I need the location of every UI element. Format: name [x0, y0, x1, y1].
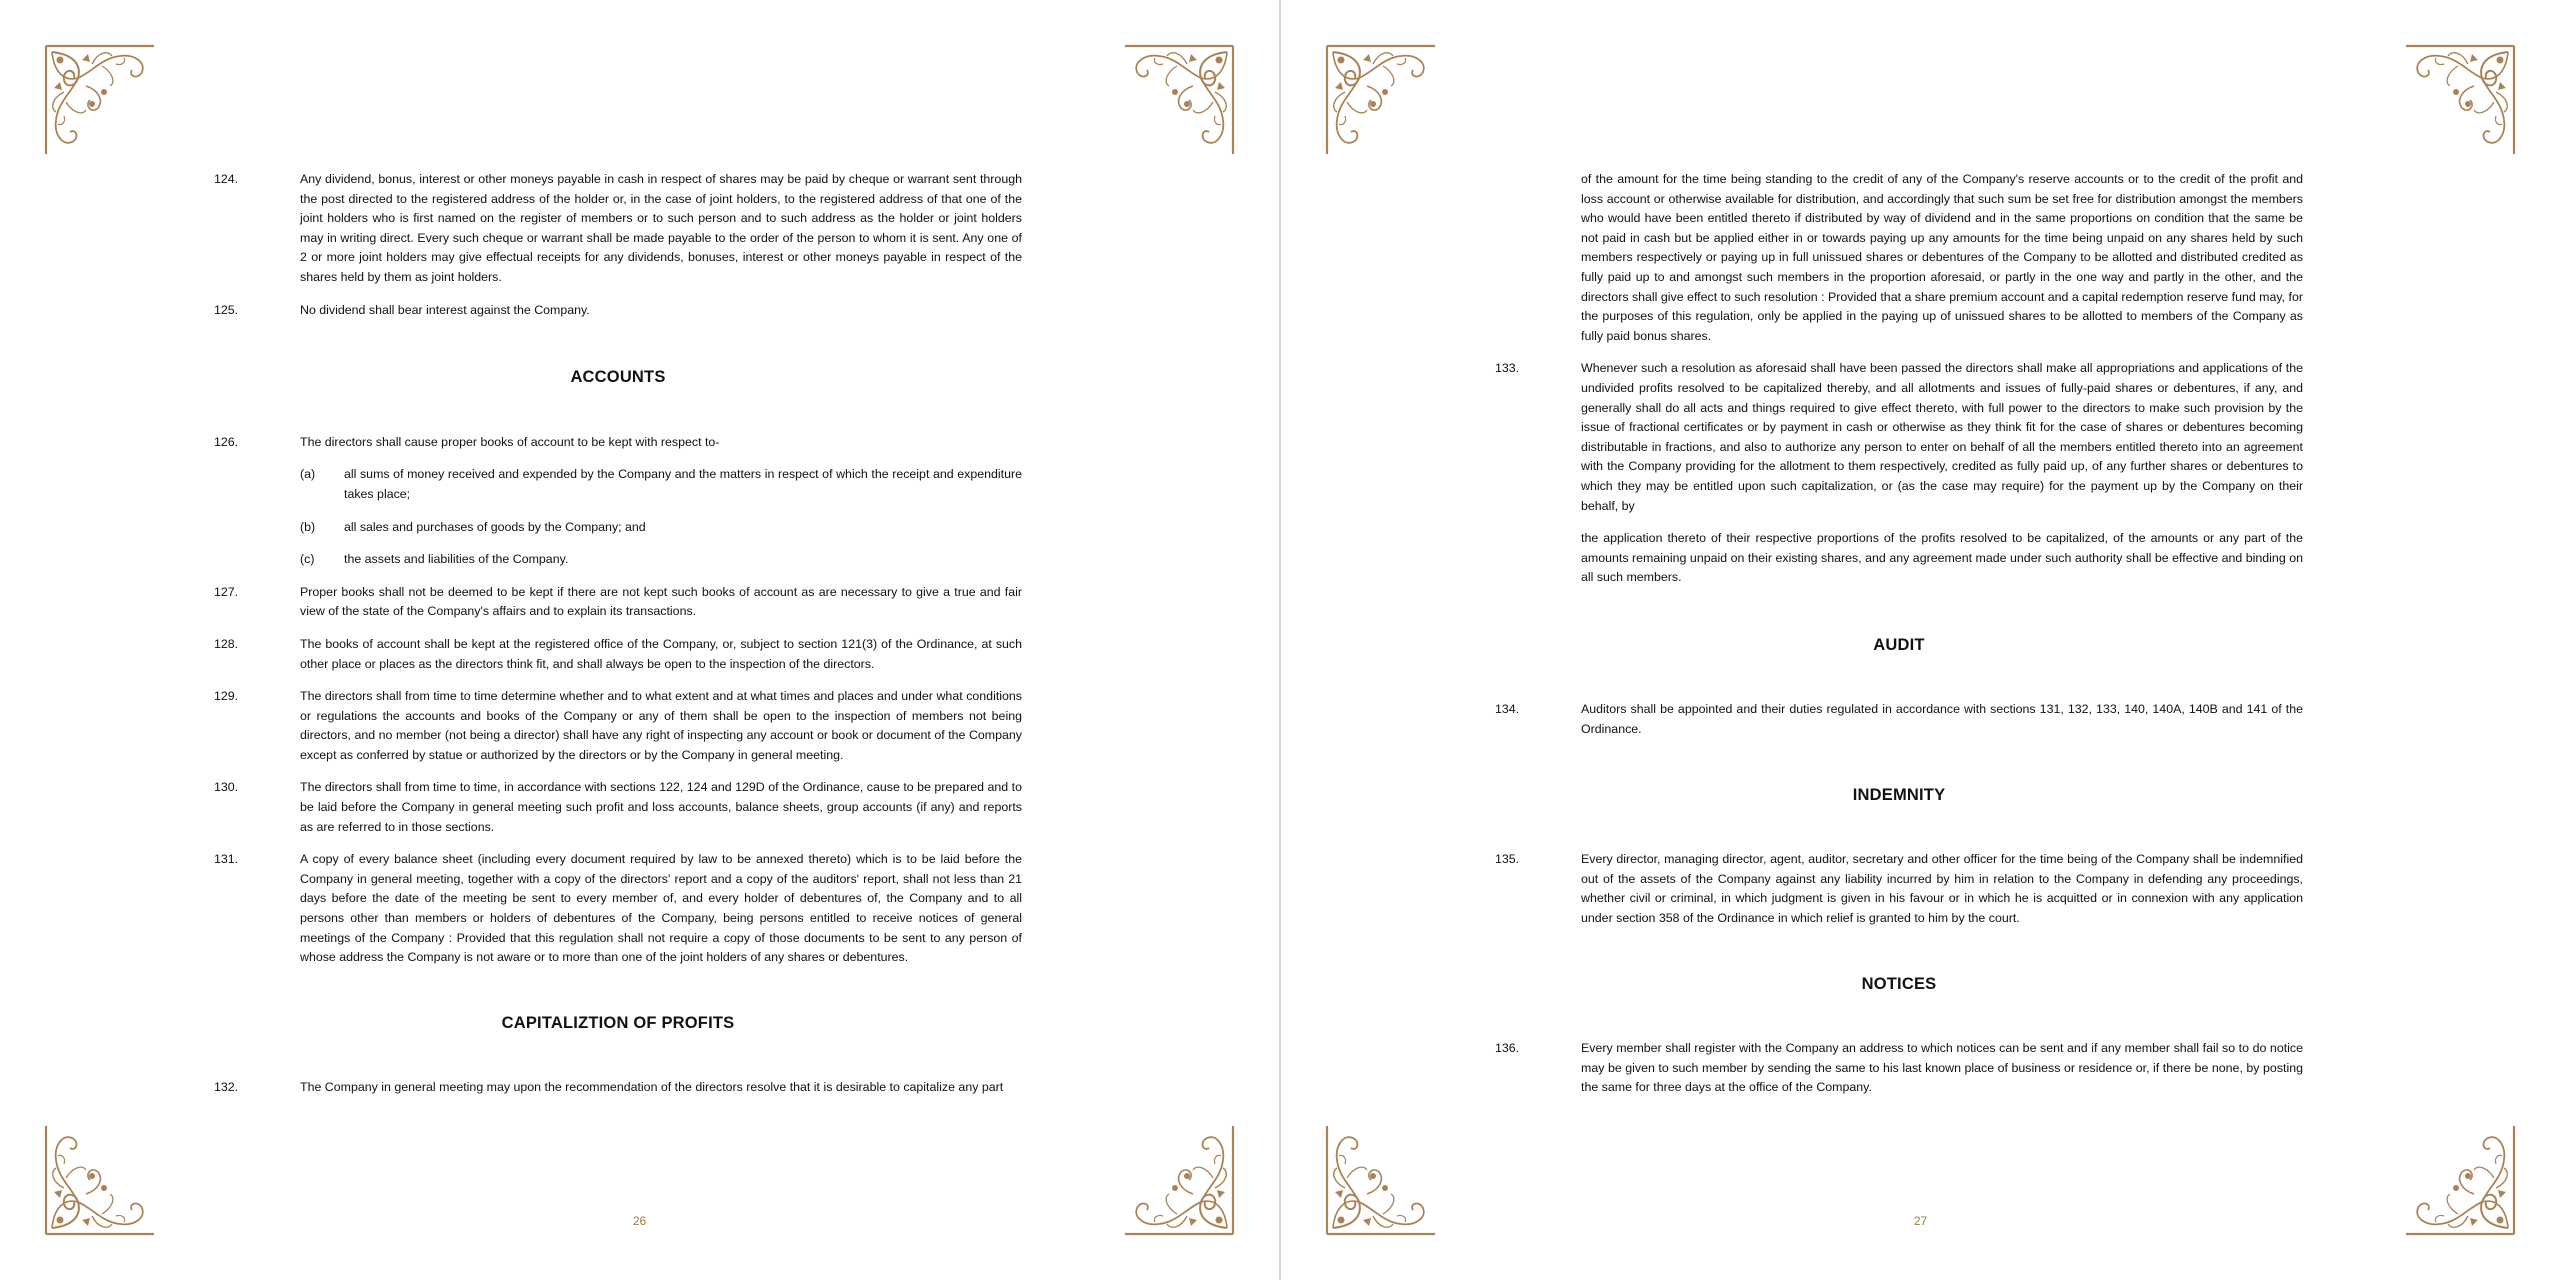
paragraph-number: 136. [1495, 1041, 1520, 1056]
sub-clause-text: all sums of money received and expended by the Company and the matters in respect of which the receipt and expenditure takes place; [344, 467, 1022, 501]
numbered-paragraph [214, 301, 1022, 321]
paragraph-text: Proper books shall not be deemed to be kept if there are not kept such books of account as are necessary to give a true and fair view of the state of the Company's affairs and to explain its transactions. [300, 584, 1022, 619]
paragraph-text: The directors shall from time to time determine whether and to what extent and at what times and places and under what conditions or regulations the accounts and books of the Company or any of them shall be open to the inspection of members not being directors, and no member (not being a director) shall have any right of inspecting any account or book or document of the Company except as conferred by statue or authorized by the directors or by the Company in general meeting. [300, 689, 1022, 762]
numbered-paragraph [214, 635, 1022, 674]
numbered-paragraph [1495, 359, 2303, 516]
page-number: 26 [632, 1214, 647, 1228]
sub-clause [214, 550, 1022, 570]
sub-clause-text: all sales and purchases of goods by the Company; and [344, 519, 646, 534]
numbered-paragraph [214, 778, 1022, 837]
paragraph-number: 124. [214, 172, 239, 186]
page-body [1495, 170, 2303, 1111]
paragraph-text: A copy of every balance sheet (including every document required by law to be annexed thereto) which is to be laid before the Company in general meeting, together with a copy of the directors' report and a copy of the auditors' report, shall not less than 21 days before the date of the meeting be sent to every member of, and every holder of debentures of, the Company and to all persons other than members or holders of debentures of the Company, being persons entitled to receive notices of general meetings of the Company : Provided that this regulation shall not require a copy of those documents to be sent to any person of whose address the Company is not aware or to more than one of the joint holders of any shares or debentures. [300, 852, 1022, 965]
numbered-paragraph [214, 687, 1022, 765]
paragraph-text: The directors shall from time to time, in accordance with sections 122, 124 and 129D of the Ordinance, cause to be prepared and to be laid before the Company in general meeting such profit and loss accounts, balance sheets, group accounts (if any) and reports as are referred to in those sections. [300, 780, 1022, 834]
numbered-paragraph [1495, 850, 2303, 928]
section-heading: CAPITALIZTION OF PROFITS [501, 1013, 735, 1032]
paragraph-text: Auditors shall be appointed and their duties regulated in accordance with sections 131, 132, 133, 140, 140A, 140B and 141 of the Ordinance. [1581, 702, 2303, 737]
document-page-right [1281, 0, 2560, 1280]
sub-clause [214, 465, 1022, 504]
section-heading: INDEMNITY [1852, 785, 1946, 804]
numbered-paragraph [214, 850, 1022, 968]
paragraph-text: Every member shall register with the Company an address to which notices can be sent and if any member shall fail so to do notice may be given to such member by sending the same to his last known place of business or residence or, if there be none, by posting the same for three days at the office of the Company. [1581, 1041, 2303, 1095]
sub-clause-label: (c) [300, 552, 315, 567]
numbered-paragraph [214, 1078, 1022, 1098]
paragraph-number: 135. [1495, 852, 1520, 867]
document-page-left [0, 0, 1279, 1280]
paragraph-number: 126. [214, 434, 239, 449]
paragraph-text: The directors shall cause proper books of account to be kept with respect to- [300, 434, 720, 449]
numbered-paragraph [214, 583, 1022, 622]
section-heading: AUDIT [1873, 635, 1925, 654]
flourish-corner-ornament-icon [2400, 42, 2518, 160]
sub-clause-text: the assets and liabilities of the Company. [344, 552, 569, 567]
paragraph-number: 132. [214, 1080, 239, 1095]
paragraph-number: 133. [1495, 361, 1520, 376]
paragraph-number: 131. [214, 852, 239, 867]
paragraph-text: The Company in general meeting may upon the recommendation of the directors resolve that it is desirable to capitalize any part [300, 1080, 1004, 1095]
paragraph-continuation [1495, 529, 2303, 588]
paragraph-number: 125. [214, 302, 239, 317]
paragraph-number: 129. [214, 689, 239, 704]
paragraph-number: 130. [214, 780, 239, 795]
paragraph-text: of the amount for the time being standing to the credit of any of the Company's reserve accounts or to the credit of the profit and loss account or otherwise available for distribution, and accordingly that such sum be set free for distribution amongst the members who would have been entitled thereto if distributed by way of dividend and in the same proportions on condition that the same be not paid in cash but be applied either in or towards paying up any amounts for the time being unpaid on any shares held by such members respectively or paying up in full unissued shares or debentures of the Company to be allotted and distributed credited as fully paid up to and amongst such members in the proportion aforesaid, or partly in the one way and partly in the other, and the directors shall give effect to such resolution : Provided that a share premium account and a capital redemption reserve fund may, for the purposes of this regulation, only be applied in the paying up of unissued shares to be allotted to members of the Company as fully paid bonus shares. [1581, 172, 2304, 343]
numbered-paragraph [1495, 700, 2303, 739]
numbered-paragraph [214, 433, 1022, 453]
numbered-paragraph [1495, 1039, 2303, 1098]
paragraph-text: the application thereto of their respective proportions of the profits resolved to be capitalized, of the amounts or any part of the amounts remaining unpaid on their existing shares, and any agreement made under such authority shall be effective and binding on all such members. [1581, 531, 2303, 585]
paragraph-continuation [1495, 170, 2303, 346]
flourish-corner-ornament-icon [42, 42, 160, 160]
paragraph-text: Any dividend, bonus, interest or other moneys payable in cash in respect of shares may be paid by cheque or warrant sent through the post directed to the registered address of the holder or, in the case of joint holders, to the registered address of that one of the joint holders who is first named on the register of members or to such person and to such address as the holder or joint holders may in writing direct. Every such cheque or warrant shall be made payable to the order of the person to whom it is sent. Any one of 2 or more joint holders may give effectual receipts for any dividends, bonuses, interest or other moneys payable in respect of the shares held by them as joint holders. [300, 172, 1022, 284]
numbered-paragraph [214, 170, 1022, 288]
sub-clause-label: (a) [300, 467, 316, 482]
flourish-corner-ornament-icon [1119, 42, 1237, 160]
paragraph-number: 134. [1495, 702, 1520, 717]
paragraph-text: No dividend shall bear interest against the Company. [300, 302, 590, 317]
page-body [214, 170, 1022, 1111]
paragraph-text: The books of account shall be kept at the registered office of the Company, or, subject to section 121(3) of the Ordinance, at such other place or places as the directors think fit, and shall always be open to the inspection of the directors. [300, 636, 1022, 671]
paragraph-text: Whenever such a resolution as aforesaid shall have been passed the directors shall make all appropriations and applications of the undivided profits resolved to be capitalized thereby, and all allotments and issues of fully-paid shares or debentures, if any, and generally shall do all acts and things required to give effect thereto, with full power to the directors to make such provision by the issue of fractional certificates or by payment in cash or otherwise as they think fit for the case of shares or debentures becoming distributable in fractions, and also to authorize any person to enter on behalf of all the members entitled thereto into an agreement with the Company providing for the allotment to them respectively, credited as fully paid up, of any further shares or debentures to which they may be entitled upon such capitalization, or (as the case may require) for the payment up by the Company on their behalf, by [1581, 361, 2303, 513]
section-heading: ACCOUNTS [570, 368, 666, 387]
paragraph-number: 127. [214, 584, 239, 599]
paragraph-number: 128. [214, 636, 239, 651]
flourish-corner-ornament-icon [1323, 42, 1441, 160]
page-number: 27 [1913, 1214, 1928, 1228]
sub-clause [214, 518, 1022, 538]
section-heading: NOTICES [1861, 974, 1937, 993]
paragraph-text: Every director, managing director, agent, auditor, secretary and other officer for the time being of the Company shall be indemnified out of the assets of the Company against any liability incurred by him in relation to the Company in defending any proceedings, whether civil or criminal, in which judgment is given in his favour or in which he is acquitted or in connexion with any application under section 358 of the Ordinance in which relief is granted to him by the court. [1581, 852, 2303, 926]
sub-clause-label: (b) [300, 519, 316, 534]
